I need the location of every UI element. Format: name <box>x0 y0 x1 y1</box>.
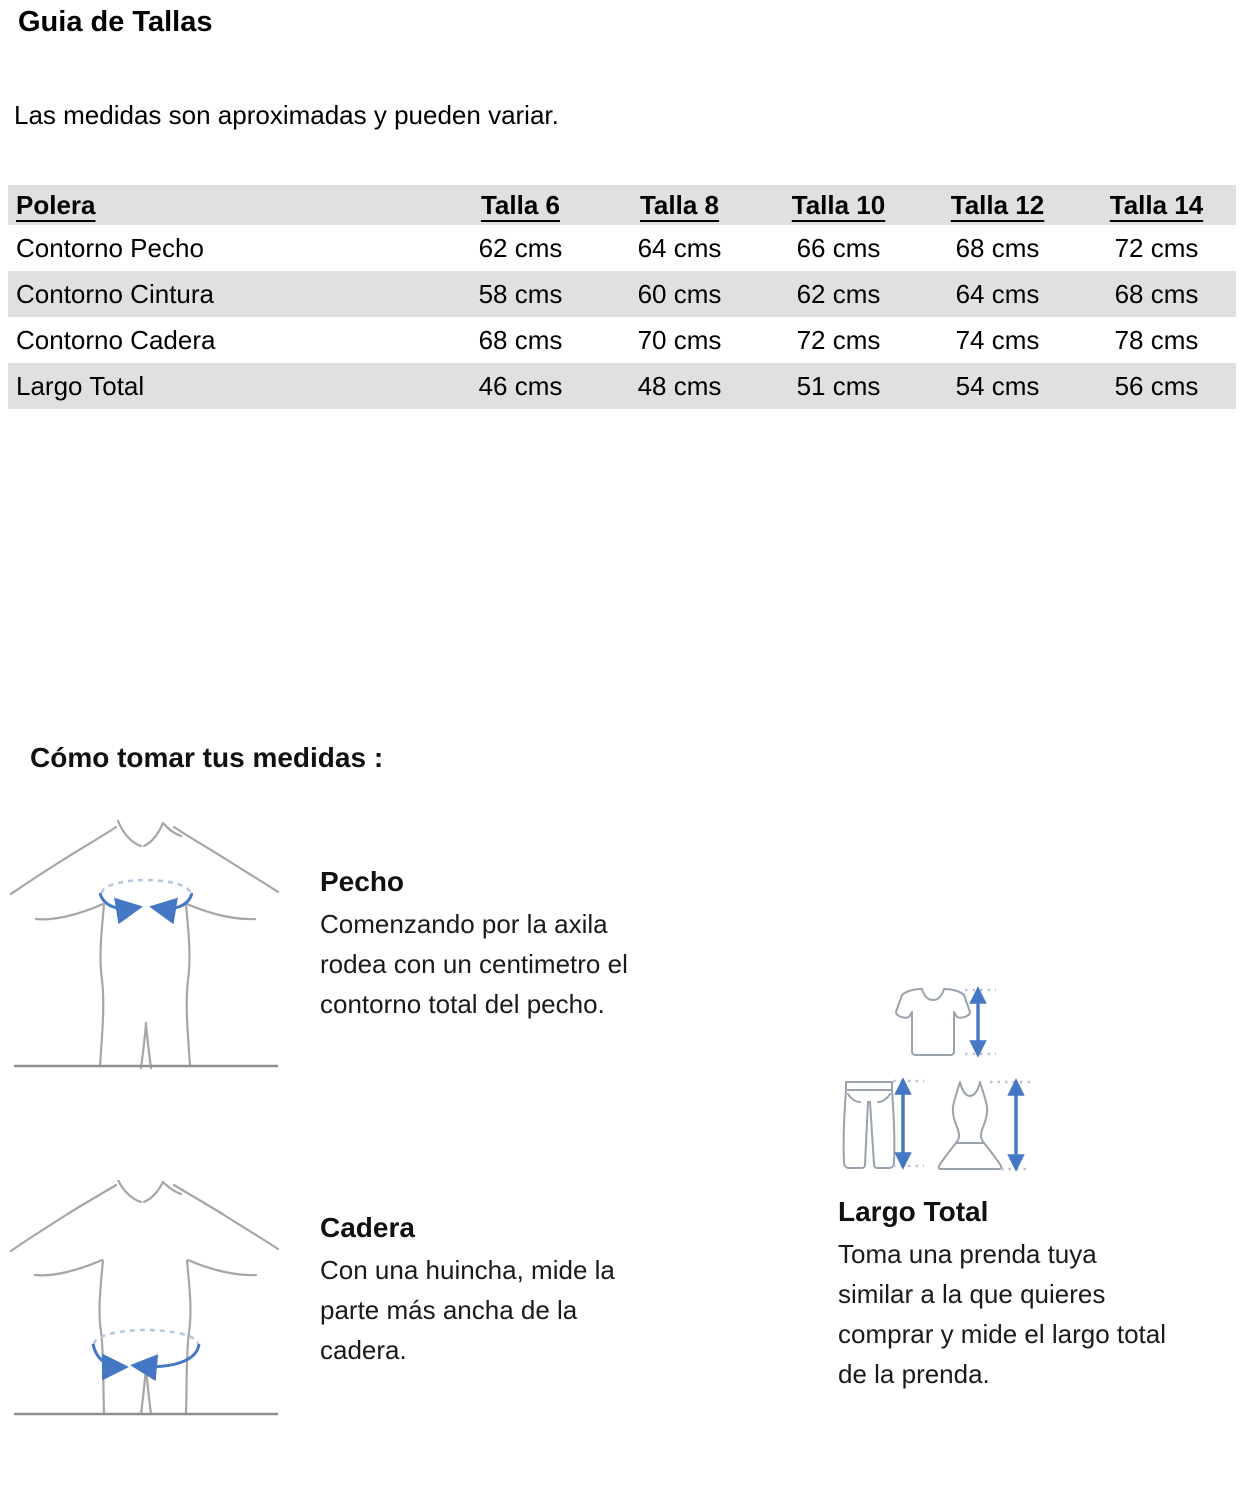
cadera-line: Con una huincha, mide la <box>320 1255 615 1285</box>
largo-instructions <box>838 1194 1218 1394</box>
header-cell-product: Polera <box>8 185 441 225</box>
value-cell: 62 cms <box>759 271 918 317</box>
value-cell: 54 cms <box>918 363 1077 409</box>
largo-line: Toma una prenda tuya <box>838 1239 1097 1269</box>
chest-measure-figure <box>0 815 310 1075</box>
header-cell-size-10: Talla 10 <box>759 185 918 225</box>
value-cell: 72 cms <box>796 324 881 355</box>
row-label: Contorno Pecho <box>16 232 204 263</box>
table-row-cadera <box>8 317 1236 363</box>
value-cell: 56 cms <box>1077 363 1236 409</box>
chest-arrow-left <box>100 893 134 909</box>
pecho-title: Pecho <box>320 866 405 897</box>
pecho-instructions <box>320 864 680 1024</box>
body-outline <box>11 1180 278 1414</box>
row-label: Largo Total <box>8 363 441 409</box>
cadera-line: cadera. <box>320 1335 407 1365</box>
value-cell: 68 cms <box>955 232 1040 263</box>
row-label: Contorno Cadera <box>16 324 216 355</box>
garment-length-icons <box>838 982 1058 1182</box>
page-title: Guia de Tallas <box>18 6 213 38</box>
pecho-line: rodea con un centimetro el <box>320 949 628 979</box>
intro-text: Las medidas son aproximadas y pueden variar. <box>14 100 559 130</box>
value-cell: 68 cms <box>478 324 563 355</box>
value-cell: 48 cms <box>600 363 759 409</box>
value-cell: 68 cms <box>1077 271 1236 317</box>
header-cell-size-8: Talla 8 <box>600 185 759 225</box>
value-cell: 78 cms <box>1114 324 1199 355</box>
cadera-line: parte más ancha de la <box>320 1295 578 1325</box>
tshirt-icon <box>896 989 970 1055</box>
largo-line: similar a la que quieres <box>838 1279 1106 1309</box>
dress-icon <box>939 1082 1002 1169</box>
value-cell: 60 cms <box>600 271 759 317</box>
hip-dashed-ellipse <box>94 1330 198 1344</box>
value-cell: 46 cms <box>441 363 600 409</box>
hip-measure-figure <box>0 1180 310 1420</box>
value-cell: 58 cms <box>441 271 600 317</box>
largo-title: Largo Total <box>838 1196 989 1227</box>
largo-line: comprar y mide el largo total <box>838 1319 1167 1349</box>
pecho-line: contorno total del pecho. <box>320 989 605 1019</box>
value-cell: 51 cms <box>759 363 918 409</box>
value-cell: 74 cms <box>955 324 1040 355</box>
value-cell: 66 cms <box>796 232 881 263</box>
body-outline <box>11 821 278 1068</box>
table-row-cintura <box>8 271 1236 317</box>
table-row-largo <box>8 363 1236 409</box>
cadera-title: Cadera <box>320 1212 415 1243</box>
value-cell: 62 cms <box>478 232 563 263</box>
hip-arrow-right <box>139 1344 199 1367</box>
hip-arrow-left <box>93 1344 120 1367</box>
how-to-heading: Cómo tomar tus medidas : <box>30 742 384 773</box>
value-cell: 72 cms <box>1114 232 1199 263</box>
header-cell-size-6: Talla 6 <box>441 185 600 225</box>
largo-line: de la prenda. <box>838 1359 990 1389</box>
header-cell-size-12: Talla 12 <box>918 185 1077 225</box>
value-cell: 64 cms <box>637 232 722 263</box>
size-table <box>8 185 1236 409</box>
header-cell-size-14: Talla 14 <box>1077 185 1236 225</box>
value-cell: 64 cms <box>918 271 1077 317</box>
value-cell: 70 cms <box>637 324 722 355</box>
pecho-line: Comenzando por la axila <box>320 909 608 939</box>
table-row-pecho <box>8 225 1236 271</box>
size-table-header-row <box>8 185 1236 225</box>
pants-icon <box>844 1082 895 1168</box>
row-label: Contorno Cintura <box>8 271 441 317</box>
cadera-instructions <box>320 1210 680 1370</box>
chest-dashed-ellipse <box>102 880 190 893</box>
